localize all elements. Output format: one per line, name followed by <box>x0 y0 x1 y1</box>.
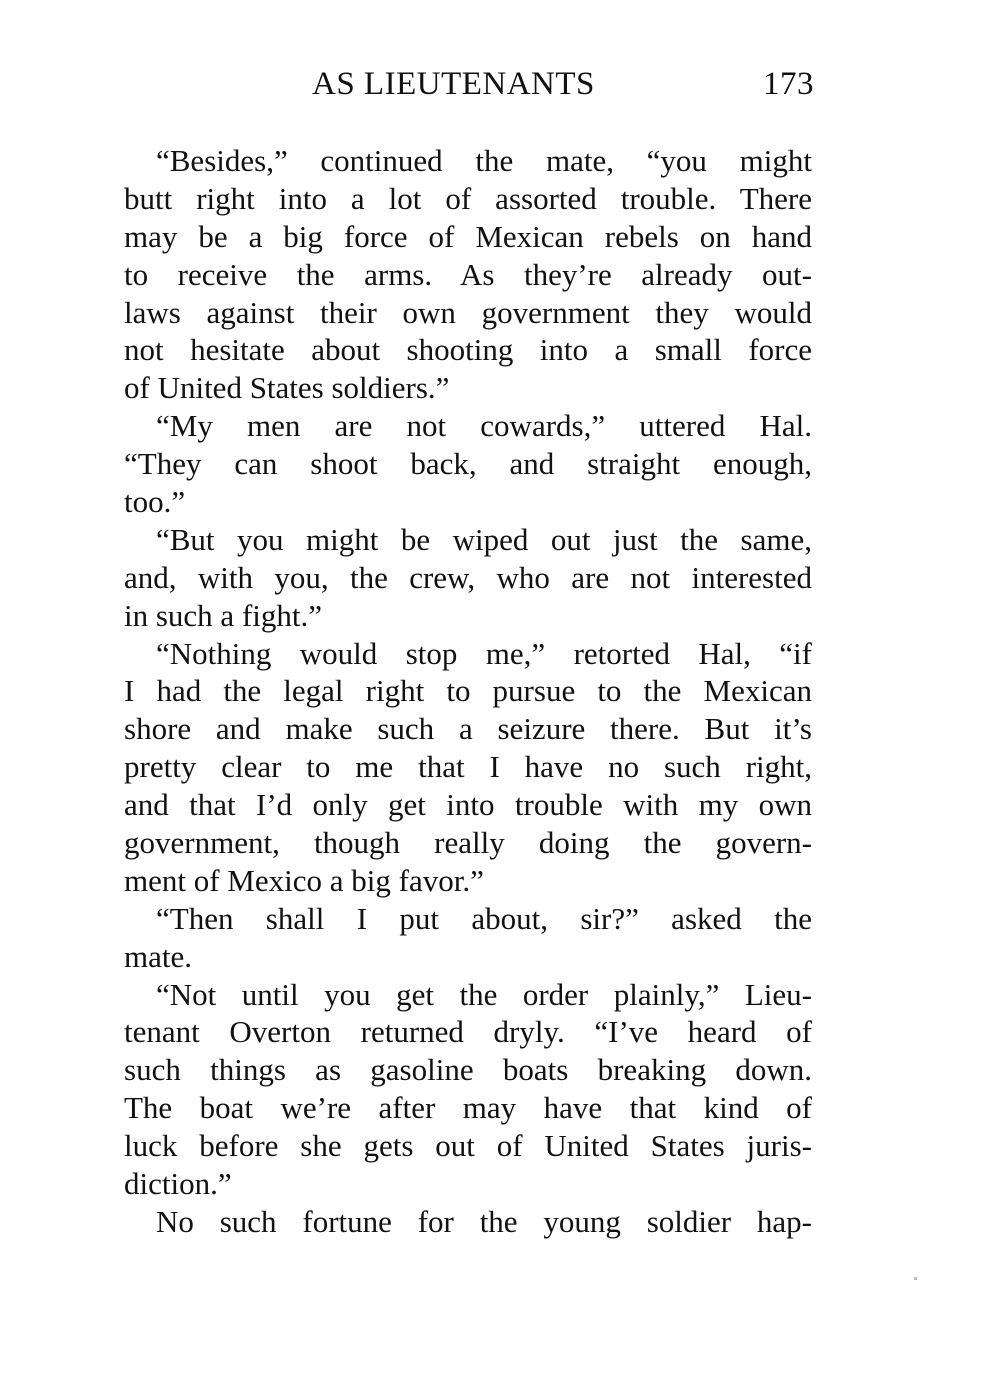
text-line: diction.” <box>124 1166 232 1202</box>
text-line: and that I’d only get into trouble with my own <box>124 787 812 823</box>
running-head <box>124 66 814 110</box>
text-line: butt right into a lot of assorted trouble. There <box>124 180 812 216</box>
text-line: “Nothing would stop me,” retorted Hal, “if <box>156 635 812 671</box>
text-line: too.” <box>124 484 186 520</box>
text-line: and, with you, the crew, who are not interested <box>124 559 812 595</box>
text-line: government, though really doing the govern- <box>124 825 812 861</box>
text-line: of United States soldiers.” <box>124 370 450 406</box>
text-line: “My men are not cowards,” uttered Hal. <box>156 408 812 444</box>
text-line: “Besides,” continued the mate, “you might <box>156 143 812 178</box>
text-line: “Then shall I put about, sir?” asked the <box>156 900 812 936</box>
running-title: AS LIEUTENANTS <box>312 66 595 102</box>
text-line: The boat we’re after may have that kind of <box>124 1090 812 1126</box>
text-line: laws against their own government they would <box>124 294 812 330</box>
text-line: to receive the arms. As they’re already out- <box>124 256 812 292</box>
body-text <box>124 142 812 1241</box>
page-number: 173 <box>763 66 814 102</box>
text-line: such things as gasoline boats breaking down. <box>124 1052 812 1088</box>
text-line: “But you might be wiped out just the same, <box>156 521 812 557</box>
text-line: shore and make such a seizure there. But it’s <box>124 711 812 747</box>
text-line: pretty clear to me that I have no such right, <box>124 749 812 785</box>
text-line: in such a fight.” <box>124 597 323 633</box>
paper-speck <box>914 1277 917 1280</box>
text-line: No such fortune for the young soldier hap- <box>156 1203 812 1239</box>
text-line: “They can shoot back, and straight enough, <box>124 446 812 482</box>
text-line: mate. <box>124 938 192 974</box>
text-line: luck before she gets out of United States juris- <box>124 1128 812 1164</box>
text-line: ment of Mexico a big favor.” <box>124 862 484 898</box>
text-line: “Not until you get the order plainly,” Lieu- <box>156 976 812 1012</box>
text-line: tenant Overton returned dryly. “I’ve heard of <box>124 1014 812 1050</box>
text-line: may be a big force of Mexican rebels on hand <box>124 218 812 254</box>
text-line: not hesitate about shooting into a small force <box>124 332 812 368</box>
text-line: I had the legal right to pursue to the Mexican <box>124 673 812 709</box>
